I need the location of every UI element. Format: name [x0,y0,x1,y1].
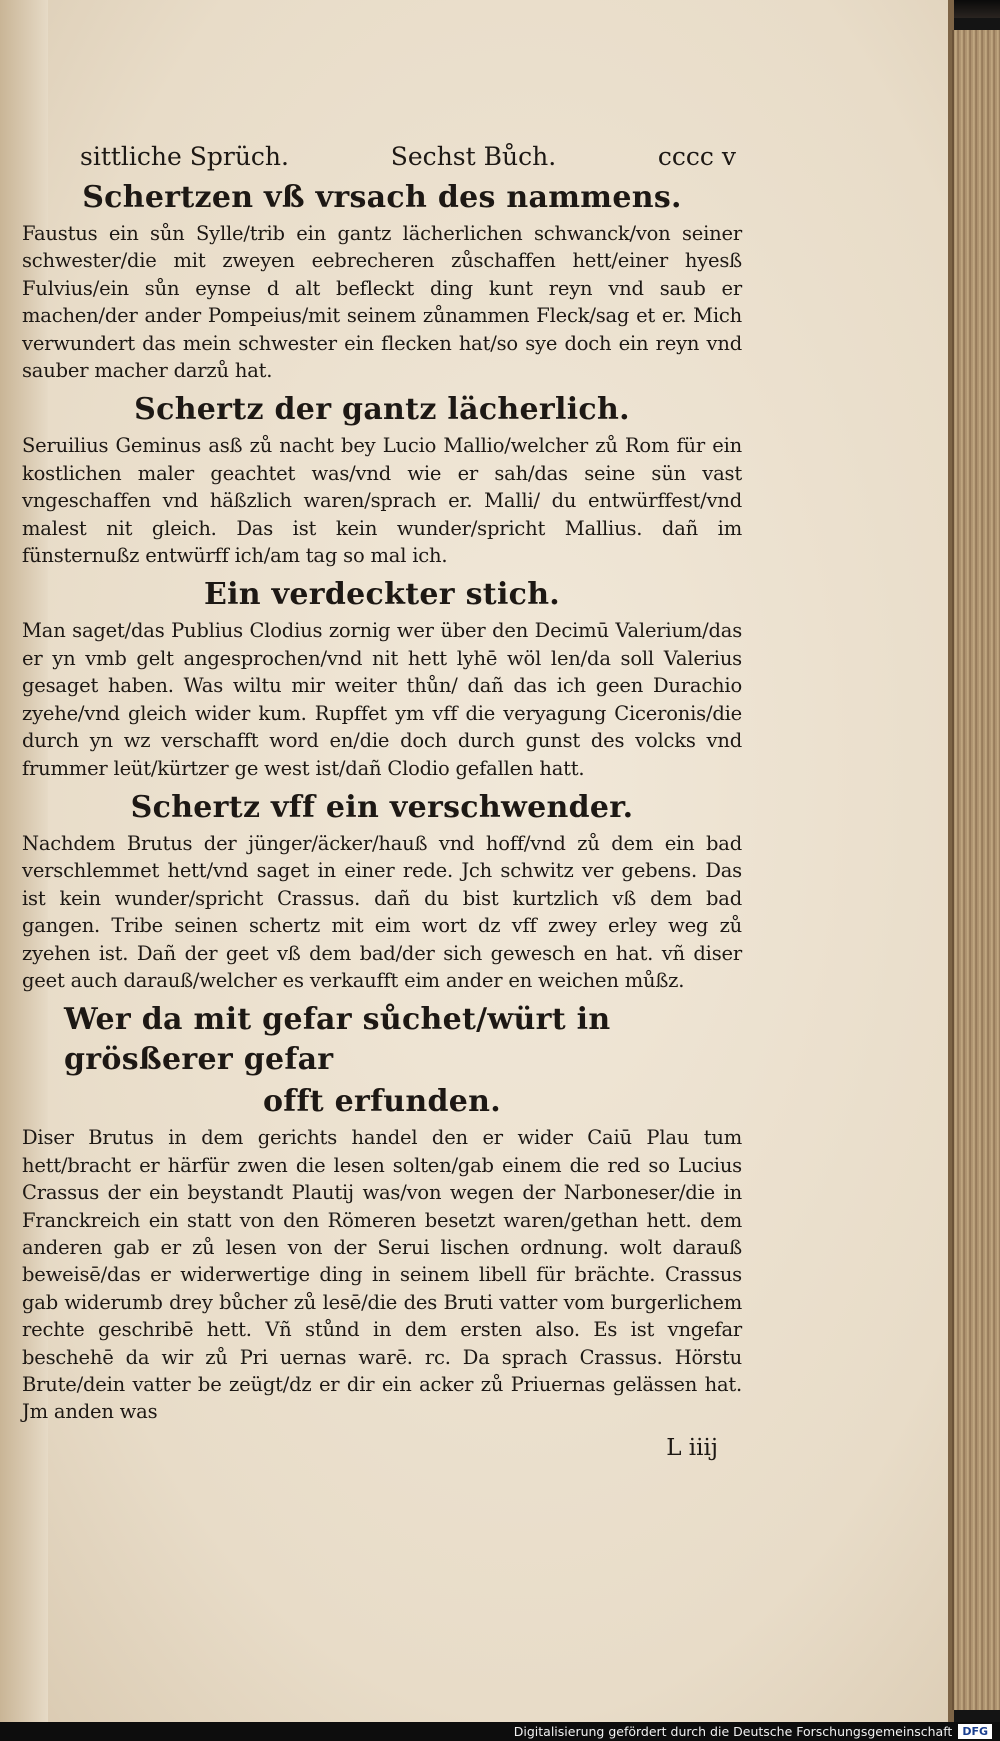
section-text-1: Faustus ein sůn Sylle/trib ein gantz lächerlichen schwanck/von seiner schwester/die mit zweyen eebrecheren zůschaffen hett/einer hyesß Fulvius/ein sůn eynse d alt befleckt ding kunt reyn vnd saub er machen/der ander Pompeius/mit seinem zůnammen Fleck/sag et er. Mich verwundert das mein schwester ein flecken hat/so sye doch ein reyn vnd sauber macher darzů hat. [22,222,742,383]
section-heading-2: Schertz der gantz lächerlich. [134,392,630,428]
folio-number: cccc v [657,142,736,171]
dfg-logo: DFG [958,1724,992,1739]
section-heading-3: Ein verdeckter stich. [203,577,561,613]
section-heading-4: Schertz vff ein verschwender. [130,789,634,825]
running-head-center: Sechst Bůch. [390,142,557,171]
stacked-page-edges [952,30,1000,1710]
section-heading-1: Schertzen vß vrsach des nammens. [82,180,682,215]
section-text-2: Seruilius Geminus asß zů nacht bey Lucio Mallio/welcher zů Rom für ein kostlichen maler geachtet was/vnd wie er sah/das seine sün vast vngeschaffen vnd häßzlich waren/sprach er. Malli/ du entwürffest/vnd malest nit gleich. Das ist kein wunder/spricht Mallius. dañ im fünsternußz entwürff ich/am tag so mal ich. [22,434,742,568]
footer-credit: Digitalisierung gefördert durch die Deutsche Forschungsgemeinschaft [513,1724,953,1739]
section-heading-5: Wer da mit gefar sůchet/würt in grösßerer gefar [64,1002,611,1078]
page-text-block [22,140,742,1464]
section-text-5: Diser Brutus in dem gerichts handel den er wider Caiū Plau tum hett/bracht er härfür zwen die lesen solten/gab einem die red so Lucius Crassus der ein beystandt Plautij was/von wegen der Narboneser/die in Franckreich ein statt von den Römeren besetzt waren/gethan hett. dem anderen gab er zů lesen von der Serui lischen ordnung. wolt darauß beweisē/das er widerwertige ding in seinem libell für brächte. Crassus gab widerumb drey bůcher zů lesē/die des Bruti vatter vom burgerlichem rechte geschribē hett. Vñ stůnd in dem ersten also. Es ist vngefar beschehē da wir zů Pri uernas warē. rc. Da sprach Crassus. Hörstu Brute/dein vatter be zeügt/dz er dir ein acker zů Priuernas gelässen hat. Jm anden was [22,1126,742,1424]
digitization-footer [0,1722,1000,1741]
section-heading-5-continued: offt erfunden. [262,1084,502,1120]
signature-mark: L iiij [666,1434,718,1461]
section-text-4: Nachdem Brutus der jünger/äcker/hauß vnd hoff/vnd zů dem ein bad verschlemmet hett/vnd saget in einer rede. Jch schwitz ver gebens. Das ist kein wunder/spricht Crassus. dañ du bist kurtzlich vß dem bad gangen. Tribe seinen schertz mit eim wort dz vff zwey erley weg zů zyehen ist. Dañ der geet vß dem bad/der sich gewesch en hat. vñ diser geet auch darauß/welcher es verkaufft eim ander en weichen můßz. [22,831,742,992]
section-text-3: Man saget/das Publius Clodius zornig wer über den Decimū Valerium/das er yn vmb gelt angesprochen/vnd nit hett lyhē wöl len/da soll Valerius gesaget haben. Was wiltu mir weiter thůn/ dañ das ich geen Durachio zyehe/vnd gleich wider kum. Rupffet ym vff die veryagung Ciceronis/die durch yn wz verschafft word en/die doch durch gunst des volcks vnd frummer leüt/kürtzer ge west ist/dañ Clodio gefallen hatt. [22,619,742,780]
running-head [22,140,742,174]
running-head-left: sittliche Sprüch. [80,142,289,171]
